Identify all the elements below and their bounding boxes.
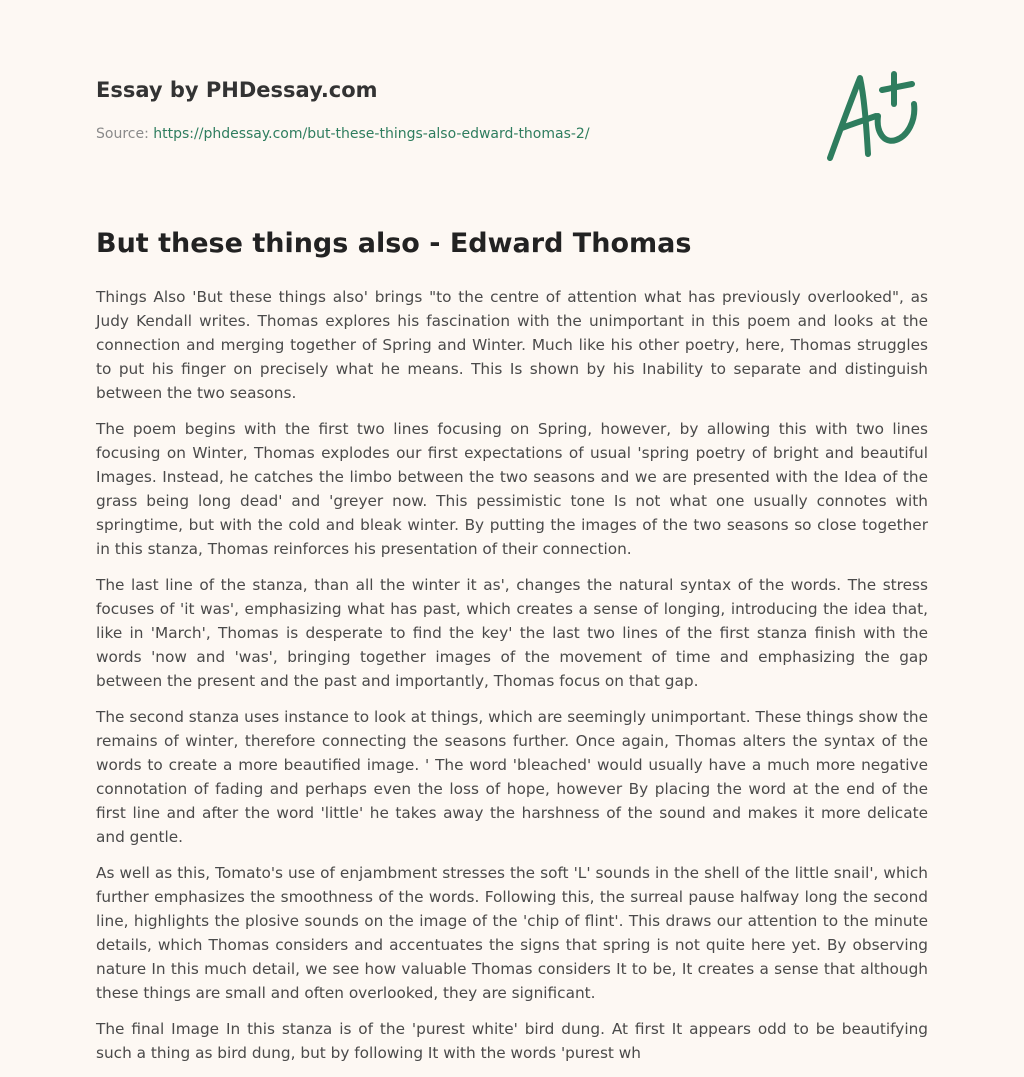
article-title: But these things also - Edward Thomas bbox=[96, 228, 692, 259]
source-line bbox=[96, 124, 796, 144]
paragraph: The last line of the stanza, than all the winter it as', changes the natural syntax of the words. The stress focuses of 'it was', emphasizing what has past, which creates a sense of longing, introducing the idea that, like in 'March', Thomas is desperate to find the key' the last two lines of the first stanza finish with the words 'now and 'was', bringing together images of the movement of time and emphasizing the gap between the present and the past and importantly, Thomas focus on that gap. bbox=[96, 576, 928, 690]
paragraph: The second stanza uses instance to look at things, which are seemingly unimportant. These things show the remains of winter, therefore connecting the seasons further. Once again, Thomas alters the syntax of the words to create a more beautified image. ' The word 'bleached' would usually have a much more negative connotation of fading and perhaps even the loss of hope, however By placing the word at the end of the first line and after the word 'little' he takes away the harshness of the sound and makes it more delicate and gentle. bbox=[96, 708, 928, 846]
brand-title: Essay by PHDessay.com bbox=[96, 78, 378, 102]
paragraph: The poem begins with the first two lines focusing on Spring, however, by allowing this with two lines focusing on Winter, Thomas explodes our first expectations of usual 'spring poetry of bright and beautiful Images. Instead, he catches the limbo between the two seasons and we are presented with the Idea of the grass being long dead' and 'greyer now. This pessimistic tone Is not what one usually connotes with springtime, but with the cold and bleak winter. By putting the images of the two seasons so close together in this stanza, Thomas reinforces his presentation of their connection. bbox=[96, 420, 928, 558]
a-plus-logo-icon bbox=[820, 66, 930, 166]
document-header bbox=[96, 76, 796, 144]
paragraph: The final Image In this stanza is of the 'purest white' bird dung. At first It appears odd to be beautifying such a thing as bird dung, but by following It with the words 'purest wh bbox=[96, 1020, 928, 1062]
paragraph: As well as this, Tomato's use of enjambment stresses the soft 'L' sounds in the shell of the little snail', which further emphasizes the smoothness of the words. Following this, the surreal pause halfway long the second line, highlights the plosive sounds on the image of the 'chip of flint'. This draws our attention to the minute details, which Thomas considers and accentuates the signs that spring is not quite here yet. By observing nature In this much detail, we see how valuable Thomas considers It to be, It creates a sense that although these things are small and often overlooked, they are significant. bbox=[96, 864, 928, 1002]
source-link[interactable]: https://phdessay.com/but-these-things-also-edward-thomas-2/ bbox=[153, 126, 590, 142]
paragraph: Things Also 'But these things also' brings "to the centre of attention what has previously overlooked", as Judy Kendall writes. Thomas explores his fascination with the unimportant in this poem and looks at the connection and merging together of Spring and Winter. Much like his other poetry, here, Thomas struggles to put his finger on precisely what he means. This Is shown by his Inability to separate and distinguish between the two seasons. bbox=[96, 288, 928, 402]
article-body bbox=[96, 285, 928, 1077]
source-label: Source: bbox=[96, 126, 154, 142]
